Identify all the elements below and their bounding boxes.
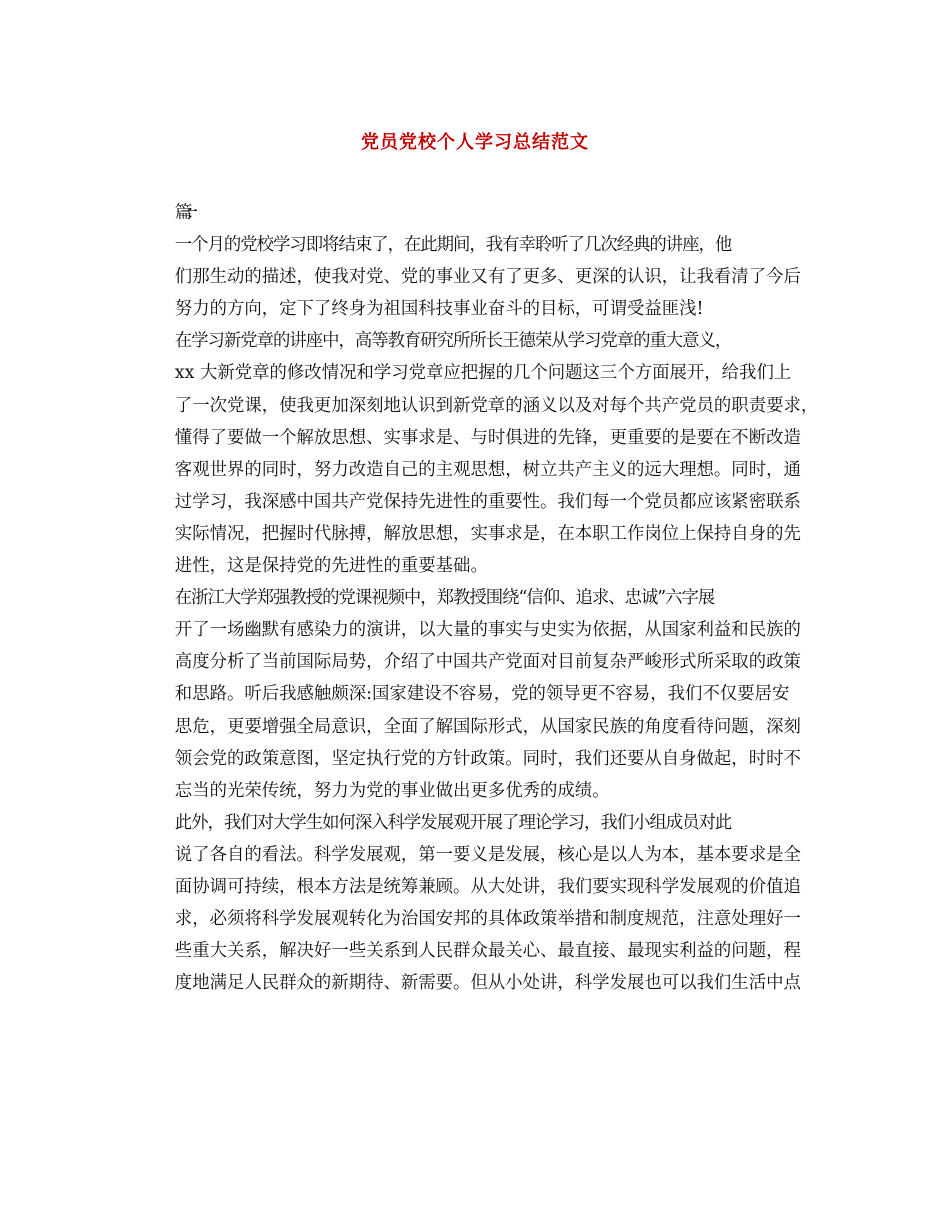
document-body (140, 197, 820, 999)
text-line: 度地满足人民群众的新期待、新需要。但从小处讲，科学发展也可以我们生活中点 (174, 973, 801, 994)
text-line: 进性，这是保持党的先进性的重要基础。 (174, 556, 488, 577)
text-line: 了一次党课，使我更加深刻地认识到新党章的涵义以及对每个共产党员的职责要求， (174, 395, 819, 416)
text-line: 过学习，我深感中国共产党保持先进性的重要性。我们每一个党员都应该紧密联系 (174, 491, 801, 512)
paragraph (140, 197, 820, 229)
text-line: 懂得了要做一个解放思想、实事求是、与时俱进的先锋，更重要的是要在不断改造 (174, 427, 801, 448)
text-line: 思危，更要增强全局意识，全面了解国际形式，从国家民族的角度看待问题，深刻 (174, 716, 801, 737)
paragraph (140, 325, 820, 582)
text-line: 努力的方向，定下了终身为祖国科技事业奋斗的目标，可谓受益匪浅! (174, 299, 704, 320)
text-line: 求，必须将科学发展观转化为治国安邦的具体政策举措和制度规范，注意处理好一 (174, 909, 801, 930)
document-title: 党员党校个人学习总结范文 (361, 132, 589, 153)
text-line: 和思路。听后我感触颇深:国家建设不容易，党的领导更不容易，我们不仅要居安 (174, 684, 790, 705)
text-line: 们那生动的描述，使我对党、党的事业又有了更多、更深的认识，让我看清了今后 (174, 267, 801, 288)
text-line: 些重大关系，解决好一些关系到人民群众最关心、最直接、最现实利益的问题，程 (174, 941, 801, 962)
text-line: xx 大新党章的修改情况和学习党章应把握的几个问题这三个方面展开，给我们上 (174, 363, 792, 384)
text-line: 一个月的党校学习即将结束了，在此期间，我有幸聆听了几次经典的讲座，他 (174, 235, 732, 256)
text-line: 此外，我们对大学生如何深入科学发展观开展了理论学习，我们小组成员对此 (174, 812, 732, 833)
text-line: 在学习新党章的讲座中，高等教育研究所所长王德荣从学习党章的重大意义， (174, 331, 732, 352)
paragraph (140, 807, 820, 1000)
text-line: 实际情况，把握时代脉搏，解放思想，实事求是，在本职工作岗位上保持自身的先 (174, 523, 801, 544)
text-line: 在浙江大学郑强教授的党课视频中，郑教授围绕“信仰、追求、忠诚”六字展 (174, 588, 715, 609)
text-line: 面协调可持续，根本方法是统筹兼顾。从大处讲，我们要实现科学发展观的价值追 (174, 876, 801, 897)
text-line: 高度分析了当前国际局势，介绍了中国共产党面对目前复杂严峻形式所采取的政策 (174, 652, 801, 673)
text-line: 客观世界的同时，努力改造自己的主观思想，树立共产主义的远大理想。同时，通 (174, 459, 801, 480)
paragraph (140, 582, 820, 807)
text-line: 领会党的政策意图，坚定执行党的方针政策。同时，我们还要从自身做起，时时不 (174, 748, 801, 769)
text-line: 说了各自的看法。科学发展观，第一要义是发展，核心是以人为本，基本要求是全 (174, 844, 801, 865)
text-line: 篇一： (174, 203, 193, 223)
text-line: 开了一场幽默有感染力的演讲，以大量的事实与史实为依据，从国家利益和民族的 (174, 620, 801, 641)
paragraph (140, 229, 820, 325)
text-line: 忘当的光荣传统，努力为党的事业做出更多优秀的成绩。 (174, 780, 610, 801)
